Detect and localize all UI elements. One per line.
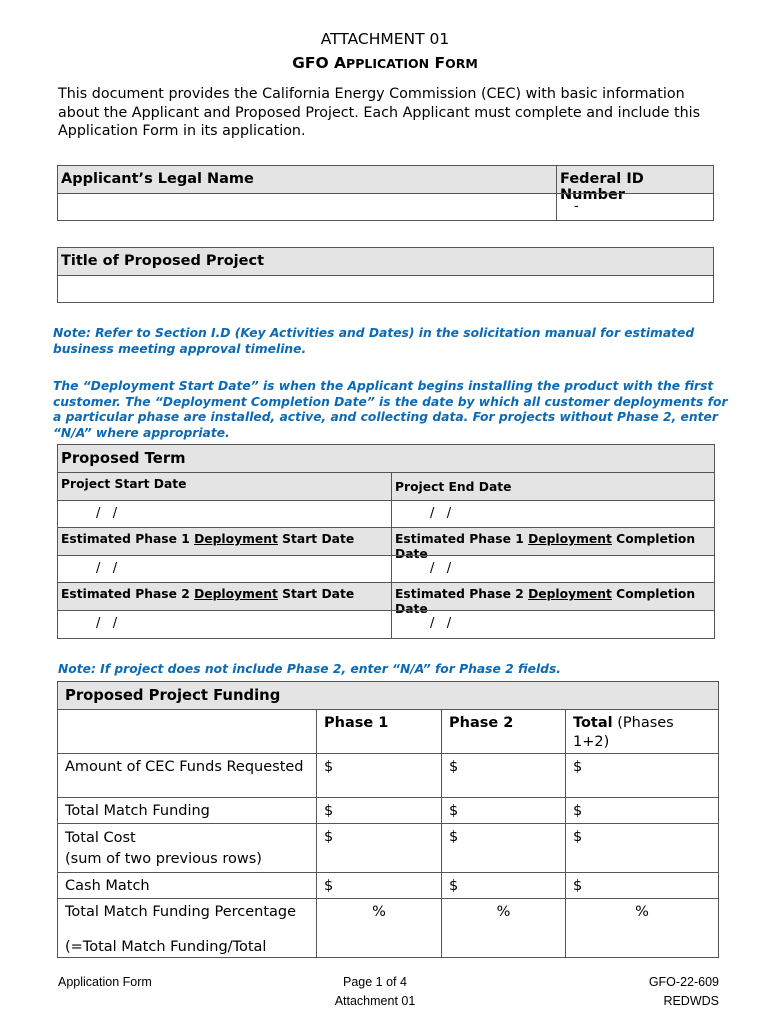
funding-cell-phase2[interactable]: $: [441, 797, 566, 824]
funding-header-blank: [57, 709, 317, 754]
phase1-end-label: Estimated Phase 1 Deployment Completion Date: [391, 527, 715, 556]
footer-page: Page 1 of 4: [343, 975, 407, 989]
form-title: GFO APPLICATION FORM: [292, 54, 478, 72]
proposed-term-title: Proposed Term: [57, 444, 715, 473]
funding-cell-phase1[interactable]: $: [316, 872, 442, 899]
funding-cell-phase1[interactable]: $: [316, 823, 442, 873]
funding-col-phase1: Phase 1: [316, 709, 442, 754]
funding-row-label: Amount of CEC Funds Requested: [57, 753, 317, 798]
note-deployment-dates: The “Deployment Start Date” is when the Applicant begins installing the product with the first customer. The “Deployment Completion Date” is the date by which all customer deployments for a particular phase are installed, active, and collecting data. For projects without Phase 2, enter “N/A” where appropriate.: [53, 379, 728, 440]
footer-gfo: GFO-22-609: [648, 975, 719, 989]
funding-cell-phase2[interactable]: $: [441, 872, 566, 899]
phase1-start-field[interactable]: / /: [57, 555, 392, 583]
phase2-start-label: Estimated Phase 2 Deployment Start Date: [57, 582, 392, 611]
note-approval-timeline: Note: Refer to Section I.D (Key Activities and Dates) in the solicitation manual for estimated business meeting approval timeline.: [53, 326, 695, 356]
phase1-end-field[interactable]: / /: [391, 555, 715, 583]
federal-id-label: Federal ID Number: [556, 165, 714, 194]
funding-cell-phase1[interactable]: $: [316, 753, 442, 798]
funding-row-label: Total Match Funding: [57, 797, 317, 824]
funding-cell-phase1[interactable]: $: [316, 797, 442, 824]
phase1-start-label: Estimated Phase 1 Deployment Start Date: [57, 527, 392, 556]
intro-text: This document provides the California Energy Commission (CEC) with basic information about the Applicant and Proposed Project. Each Applicant must complete and include this Application Form in its application.: [58, 86, 701, 139]
applicant-name-label: Applicant’s Legal Name: [57, 165, 557, 194]
phase2-start-field[interactable]: / /: [57, 610, 392, 639]
funding-cell-total[interactable]: $: [565, 872, 719, 899]
funding-row-label: Total Match Funding Percentage (=Total Match Funding/Total: [57, 898, 317, 958]
funding-title: Proposed Project Funding: [57, 681, 719, 710]
funding-col-phase2: Phase 2: [441, 709, 566, 754]
funding-row-label: Cash Match: [57, 872, 317, 899]
footer-redwds: REDWDS: [663, 994, 719, 1008]
funding-cell-total[interactable]: $: [565, 823, 719, 873]
funding-cell-phase1[interactable]: %: [316, 898, 442, 958]
funding-cell-total[interactable]: %: [565, 898, 719, 958]
project-start-label: Project Start Date: [57, 472, 392, 501]
note-phase2: Note: If project does not include Phase 2, enter “N/A” for Phase 2 fields.: [58, 662, 561, 676]
funding-cell-phase2[interactable]: $: [441, 823, 566, 873]
funding-row-label: Total Cost (sum of two previous rows): [57, 823, 317, 873]
funding-cell-phase2[interactable]: %: [441, 898, 566, 958]
phase2-end-field[interactable]: / /: [391, 610, 715, 639]
attachment-label: ATTACHMENT 01: [320, 30, 450, 48]
applicant-name-field[interactable]: [57, 193, 557, 221]
project-title-field[interactable]: [57, 275, 714, 303]
project-title-label: Title of Proposed Project: [57, 247, 714, 276]
federal-id-field[interactable]: -: [556, 193, 714, 221]
project-end-field[interactable]: / /: [391, 500, 715, 528]
funding-cell-phase2[interactable]: $: [441, 753, 566, 798]
project-start-field[interactable]: / /: [57, 500, 392, 528]
project-end-label: Project End Date: [391, 472, 715, 501]
funding-cell-total[interactable]: $: [565, 753, 719, 798]
footer-attachment: Attachment 01: [334, 994, 416, 1008]
funding-col-total: Total (Phases 1+2): [565, 709, 719, 754]
phase2-end-label: Estimated Phase 2 Deployment Completion Date: [391, 582, 715, 611]
footer-left: Application Form: [58, 975, 152, 989]
funding-cell-total[interactable]: $: [565, 797, 719, 824]
